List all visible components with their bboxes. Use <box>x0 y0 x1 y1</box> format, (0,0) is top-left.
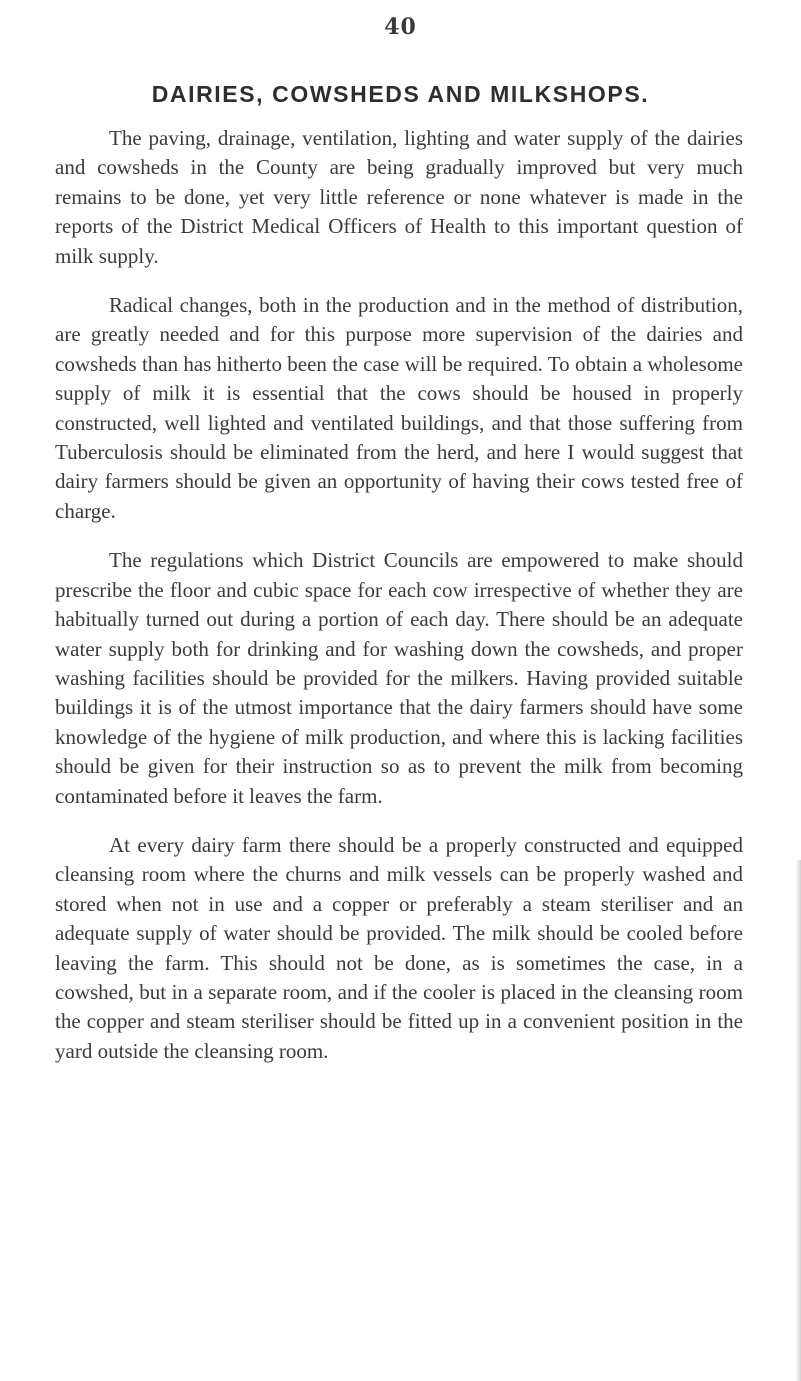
page-number: 40 <box>384 14 417 40</box>
scan-edge-shadow <box>795 860 801 1381</box>
paragraph-1: The paving, drainage, ventilation, lighting and water supply of the dairies and cowsheds in the County are being gradually improved but very much remains to be done, yet very little reference or none whatever is made in the reports of the District Medical Officers of Health to this important question of milk supply. <box>55 126 743 268</box>
section-heading: DAIRIES, COWSHEDS AND MILKSHOPS. <box>151 81 650 107</box>
body-text <box>55 124 743 1086</box>
paragraph-4: At every dairy farm there should be a properly constructed and equipped cleansing room where the churns and milk vessels can be properly washed and stored when not in use and a copper or preferably a steam steriliser and an adequate supply of water should be provided. The milk should be cooled before leaving the farm. This should not be done, as is sometimes the case, in a cowshed, but in a separate room, and if the cooler is placed in the cleansing room the copper and steam steriliser should be fitted up in a convenient position in the yard outside the cleansing room. <box>55 832 743 1063</box>
paragraph-3: The regulations which District Councils are empowered to make should prescribe the floor and cubic space for each cow irrespective of whether they are habitually turned out during a portion of each day. There should be an adequate water supply both for drinking and for washing down the cowsheds, and proper washing facilities should be provided for the milkers. Having provided suitable buildings it is of the utmost importance that the dairy farmers should have some knowledge of the hygiene of milk production, and where this is lacking facilities should be given for their instruction so as to prevent the milk from becoming contaminated before it leaves the farm. <box>55 548 743 808</box>
paragraph-2: Radical changes, both in the production and in the method of distribution, are greatly needed and for this purpose more supervision of the dairies and cowsheds than has hitherto been the case will be required. To obtain a wholesome supply of milk it is essential that the cows should be housed in properly constructed, well lighted and ventilated buildings, and that those suffering from Tuberculosis should be eliminated from the herd, and here I would suggest that dairy farmers should be given an opportunity of having their cows tested free of charge. <box>55 293 743 523</box>
